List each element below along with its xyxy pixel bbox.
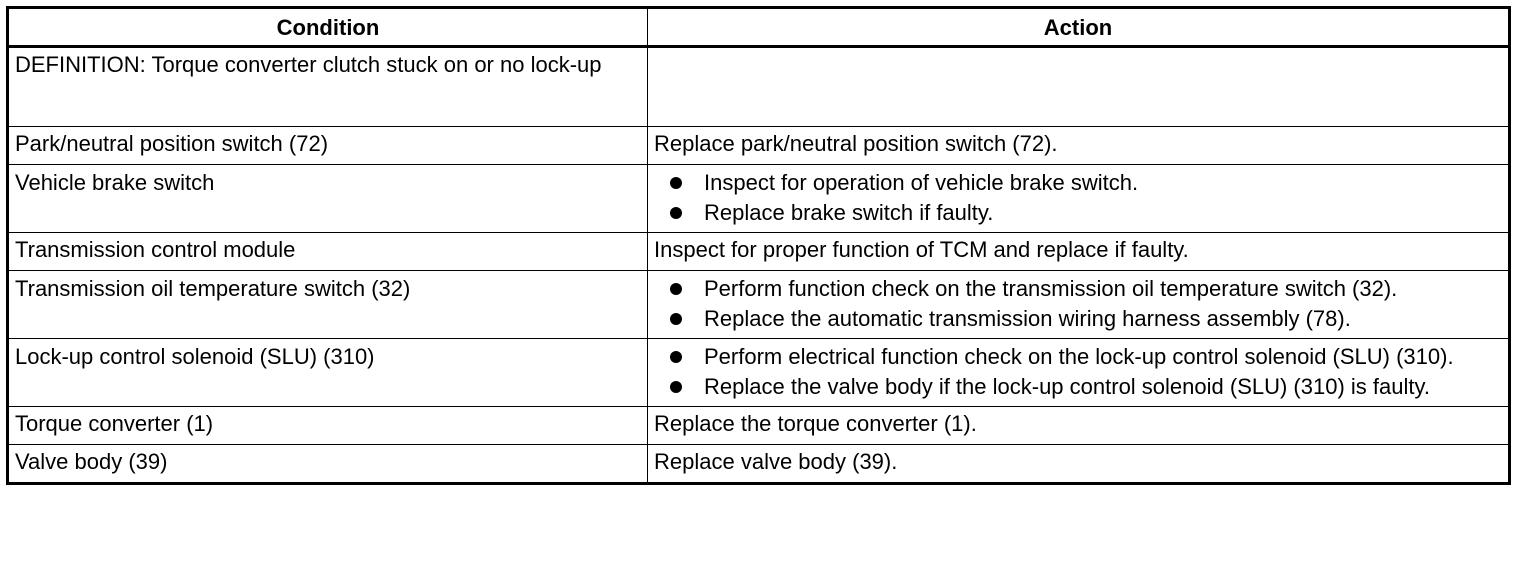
condition-cell: Transmission oil temperature switch (32) (8, 271, 648, 339)
action-list (654, 276, 1502, 332)
bullet-icon (670, 313, 682, 325)
definition-cell: DEFINITION: Torque converter clutch stuck on or no lock-up (8, 47, 648, 127)
action-list-item (670, 374, 1502, 400)
condition-cell: Valve body (39) (8, 445, 648, 484)
table-row (8, 271, 1510, 339)
condition-cell: Torque converter (1) (8, 407, 648, 445)
action-cell: Replace the torque converter (1). (648, 407, 1510, 445)
table-row (8, 165, 1510, 233)
action-text: Replace the automatic transmission wiring harness assembly (78). (704, 306, 1351, 331)
bullet-icon (670, 283, 682, 295)
definition-empty-cell (648, 47, 1510, 127)
action-cell: Replace valve body (39). (648, 445, 1510, 484)
header-row (8, 8, 1510, 47)
condition-header: Condition (8, 8, 648, 47)
action-text: Inspect for operation of vehicle brake switch. (704, 170, 1139, 195)
action-list (654, 170, 1502, 226)
definition-row (8, 47, 1510, 127)
bullet-icon (670, 351, 682, 363)
table-row (8, 339, 1510, 407)
action-list-item (670, 170, 1502, 196)
table-row (8, 127, 1510, 165)
condition-cell: Lock-up control solenoid (SLU) (310) (8, 339, 648, 407)
action-list (654, 344, 1502, 400)
action-list-item (670, 306, 1502, 332)
action-text: Replace brake switch if faulty. (704, 200, 994, 225)
condition-cell: Park/neutral position switch (72) (8, 127, 648, 165)
bullet-icon (670, 177, 682, 189)
action-cell: Replace park/neutral position switch (72). (648, 127, 1510, 165)
table-row (8, 445, 1510, 484)
action-cell: Inspect for proper function of TCM and replace if faulty. (648, 233, 1510, 271)
action-text: Perform function check on the transmission oil temperature switch (32). (704, 276, 1398, 301)
bullet-icon (670, 381, 682, 393)
table-row (8, 233, 1510, 271)
bullet-icon (670, 207, 682, 219)
action-header: Action (648, 8, 1510, 47)
action-cell (648, 165, 1510, 233)
diagnosis-table (6, 6, 1511, 485)
action-list-item (670, 200, 1502, 226)
condition-cell: Vehicle brake switch (8, 165, 648, 233)
action-cell (648, 271, 1510, 339)
action-text: Replace the valve body if the lock-up control solenoid (SLU) (310) is faulty. (704, 374, 1430, 399)
action-text: Perform electrical function check on the lock-up control solenoid (SLU) (310). (704, 344, 1454, 369)
table-row (8, 407, 1510, 445)
action-list-item (670, 344, 1502, 370)
condition-cell: Transmission control module (8, 233, 648, 271)
action-list-item (670, 276, 1502, 302)
action-cell (648, 339, 1510, 407)
